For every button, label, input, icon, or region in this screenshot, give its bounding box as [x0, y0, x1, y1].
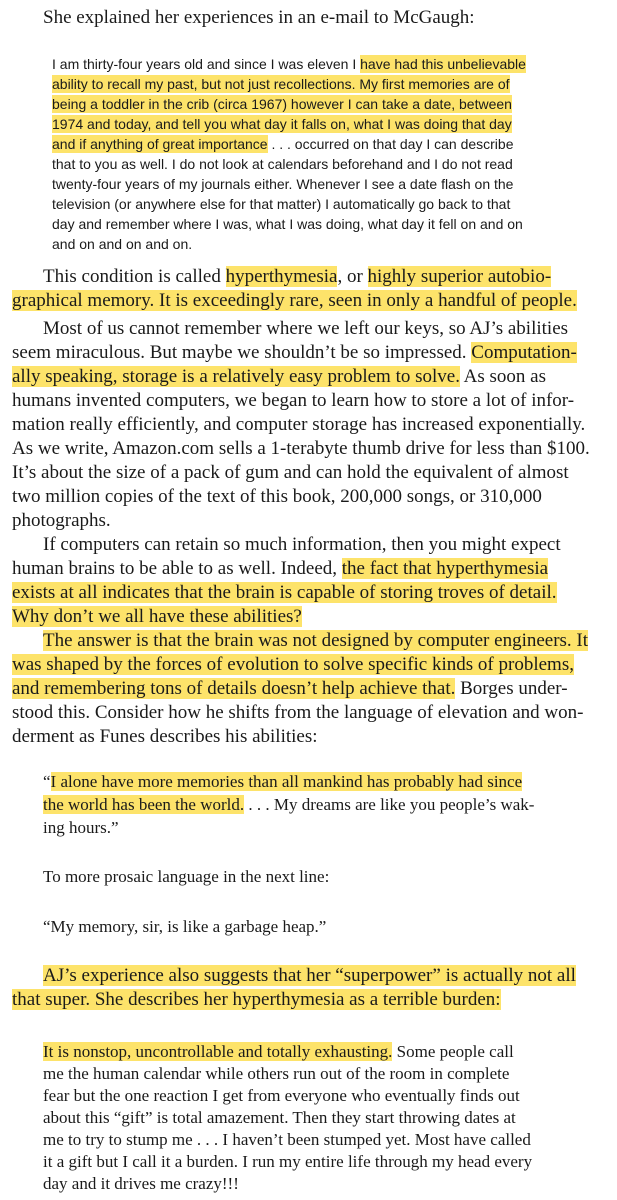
text-line: derment as Funes describes his abilities:: [12, 726, 318, 747]
text-line: It is nonstop, uncontrollable and totally exhausting. Some people call: [43, 1042, 514, 1061]
text-line: it a gift but I call it a burden. I run my entire life through my head every: [43, 1152, 533, 1171]
email-line: that to you as well. I do not look at calendars beforehand and I do not read: [52, 156, 513, 172]
text-line: day and it drives me crazy!!!: [43, 1174, 239, 1193]
highlight: the world has been the world.: [43, 795, 245, 814]
highlight: being a toddler in the crib (circa 1967) however I can take a date, between: [52, 96, 512, 112]
highlight: hyperthymesia: [225, 266, 338, 287]
email-line: [52, 74, 510, 94]
text-line: two million copies of the text of this book, 200,000 songs, or 310,000: [12, 486, 542, 507]
highlight: Computation-: [471, 342, 577, 363]
text-line: This condition is called hyperthymesia, or highly superior autobio-: [43, 266, 552, 287]
email-line: and on and on and on.: [52, 236, 193, 252]
text-line: and remembering tons of details doesn’t help achieve that. Borges under-: [12, 678, 568, 699]
text-line: [43, 964, 576, 987]
email-line: television (or anywhere else for that matter) I automatically go back to that: [52, 196, 511, 212]
text-line: the world has been the world. . . . My dreams are like you people’s wak-: [43, 795, 535, 814]
highlight: and if anything of great importance: [52, 136, 268, 152]
highlight: graphical memory. It is exceedingly rare, seen in only a handful of people.: [12, 290, 577, 311]
highlight: I alone have more memories than all mankind has probably had since: [50, 772, 523, 791]
text-line: [12, 653, 574, 676]
highlight: ability to recall my past, but not just recollections. My first memories are of: [52, 76, 510, 92]
email-line: [52, 94, 512, 114]
text-line: human brains to be able to as well. Indeed, the fact that hyperthymesia: [12, 558, 549, 579]
highlight: highly superior autobio-: [367, 266, 552, 287]
text-line: As we write, Amazon.com sells a 1-terabyte thumb drive for less than $100.: [12, 438, 590, 459]
text-line: ing hours.”: [43, 818, 119, 837]
text-line: humans invented computers, we began to learn how to store a lot of infor-: [12, 390, 575, 411]
highlight: that super. She describes her hyperthymesia as a terrible burden:: [12, 989, 501, 1010]
text-line: ally speaking, storage is a relatively easy problem to solve. As soon as: [12, 366, 547, 387]
highlight: 1974 and today, and tell you what day it falls on, what I was doing that day: [52, 116, 512, 132]
text-line: “I alone have more memories than all mankind has probably had since: [43, 772, 523, 791]
email-line: and if anything of great importance . . . occurred on that day I can describe: [52, 136, 514, 152]
highlight: The answer is that the brain was not designed by computer engineers. It: [43, 630, 589, 651]
highlight: It is nonstop, uncontrollable and totally exhausting.: [43, 1042, 393, 1061]
highlight: have had this unbelievable: [360, 56, 526, 72]
email-line: day and remember where I was, what I was doing, what day it fell on and on: [52, 216, 523, 232]
text-line: It’s about the size of a pack of gum and can hold the equivalent of almost: [12, 462, 569, 483]
highlight: Why don’t we all have these abilities?: [12, 606, 302, 627]
highlight: exists at all indicates that the brain is capable of storing troves of detail.: [12, 582, 557, 603]
text-line: mation really efficiently, and computer storage has increased exponentially.: [12, 414, 586, 435]
transition-line: To more prosaic language in the next line:: [43, 867, 330, 886]
text-line: stood this. Consider how he shifts from the language of elevation and won-: [12, 702, 584, 723]
highlight: ally speaking, storage is a relatively easy problem to solve.: [12, 366, 460, 387]
text-line: [43, 629, 588, 652]
text-line: If computers can retain so much information, then you might expect: [43, 534, 561, 555]
text-line: [12, 988, 501, 1011]
highlight: was shaped by the forces of evolution to solve specific kinds of problems,: [12, 654, 574, 675]
email-line: twenty-four years of my journals either. Whenever I see a date flash on the: [52, 176, 514, 192]
intro-text: She explained her experiences in an e-mail to McGaugh:: [43, 7, 475, 28]
text-line: [12, 289, 577, 312]
text-line: photographs.: [12, 510, 111, 531]
text-line: [12, 605, 302, 628]
text-line: fear but the one reaction I get from everyone who eventually finds out: [43, 1086, 520, 1105]
email-line: I am thirty-four years old and since I was eleven I have had this unbelievable: [52, 56, 526, 72]
text-line: seem miraculous. But maybe we shouldn’t be so impressed. Computation-: [12, 342, 577, 363]
highlight: the fact that hyperthymesia: [341, 558, 549, 579]
garbage-heap-quote: “My memory, sir, is like a garbage heap.”: [43, 917, 327, 936]
email-line: [52, 114, 512, 134]
highlight: and remembering tons of details doesn’t help achieve that.: [12, 678, 456, 699]
text-line: me the human calendar while others run out of the room in complete: [43, 1064, 510, 1083]
text-line: Most of us cannot remember where we left our keys, so AJ’s abilities: [43, 318, 569, 339]
intro-line: [43, 6, 475, 29]
text-line: [12, 581, 557, 604]
text-line: me to try to stump me . . . I haven’t been stumped yet. Most have called: [43, 1130, 531, 1149]
text-line: about this “gift” is total amazement. Then they start throwing dates at: [43, 1108, 516, 1127]
highlight: AJ’s experience also suggests that her “superpower” is actually not all: [43, 965, 576, 986]
